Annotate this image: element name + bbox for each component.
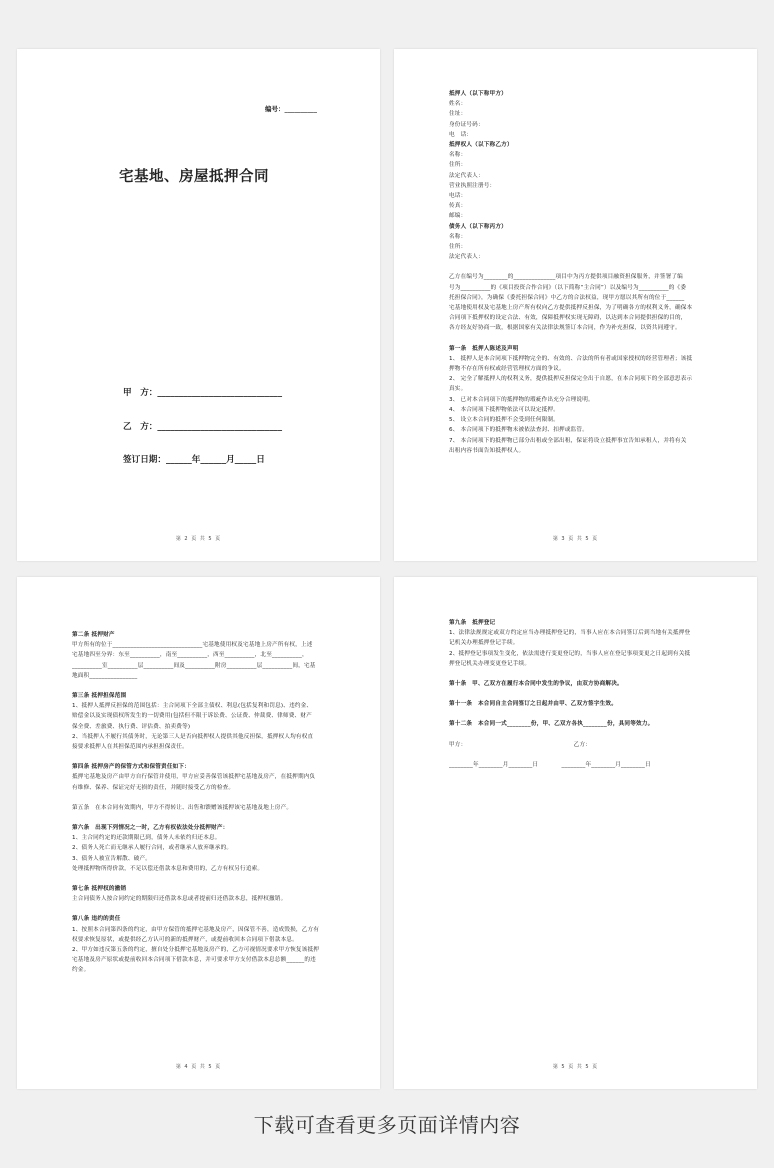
document-page-2 (17, 49, 380, 561)
document-page-5 (394, 577, 757, 1089)
text-line: 2、甲方如违反第五条的约定，擅自处分抵押宅基地及房产的，乙方可视情况要求甲方恢复该抵押 (72, 947, 320, 954)
text-line: 营业执照注册号： (449, 182, 496, 189)
text-line: 保全费、差旅费、执行费、评估费、拍卖费等) (72, 723, 191, 730)
section-heading: 第三条 抵押担保范围 (72, 693, 127, 700)
text-line: 1、按照本合同第四条的约定，由甲方保管的抵押宅基地及房产，因保管不善，造成毁损，乙方有 (72, 926, 320, 933)
section-heading: 第二条 抵押财产 (72, 632, 115, 638)
section-heading: 第十一条 本合同自主合同签订之日起并由甲、乙双方签字生效。 (449, 701, 618, 708)
sign-date-field: 签订日期：______年______月_____日 (123, 455, 265, 465)
text-line: 5、 设立本合同的抵押不会受到任何限制。 (449, 417, 560, 424)
text-line: 甲方所有的位于______________________________宅基地使用权及宅基地上房产所有权，上述 (72, 642, 313, 649)
text-line: 1、主合同约定的还款期限已到，债务人未依约归还本息。 (72, 835, 221, 842)
text-line: 记机关办理抵押登记手续。 (449, 640, 519, 647)
paragraph-gap (449, 689, 721, 699)
page-footer: 第 4 页 共 5 页 (175, 1064, 222, 1070)
section-heading: 债务人（以下称丙方） (449, 223, 507, 230)
text-line: 号为__________的《项目投资合作合同》（以下简称“主合同”）以及编号为__________的《委 (449, 284, 687, 291)
text-line: 出租内容书面告知抵押权人。 (449, 447, 525, 454)
text-line: 押物不存在所有权或经营管理权方面的争议。 (449, 366, 565, 373)
text-line: 托担保合同》，为确保《委托担保合同》中乙方的合法权益，现甲方愿以其所有的位于______ (449, 294, 685, 301)
text-line: 电话： (449, 193, 467, 200)
paragraph-gap (449, 750, 721, 760)
text-line: 赔偿金以及实现债权所发生的一切费用(包括但不限于诉讼费、公证费、仲裁费、律师费、财产 (72, 713, 312, 720)
text-line: 名称： (449, 152, 467, 159)
page-body (72, 630, 344, 976)
page-body (449, 618, 721, 770)
text-line: 押登记机关办理变更登记手续。 (449, 660, 531, 667)
paragraph-gap (449, 262, 719, 272)
text-line: 抵押宅基地及房产由甲方自行保管并使用，甲方应妥善保管该抵押宅基地及房产，在抵押期内负 (72, 774, 316, 781)
paragraph-gap (72, 813, 344, 823)
text-line: 姓名： (449, 101, 467, 108)
text-line: 传真： (449, 203, 467, 210)
section-heading: 第八条 违约的责任 (72, 916, 121, 923)
text-line: 权要求恢复原状，或提供经乙方认可的新的抵押财产，或提前收回本合同项下借款本息。 (72, 936, 298, 943)
text-line: 合同项下抵押权的设定合法、有效，保障抵押权实现无障碍，以达到本合同提供担保的目的， (449, 315, 687, 322)
section-heading: 第九条 抵押登记 (449, 620, 496, 626)
text-line: 住所： (449, 162, 467, 169)
text-line: 6、 本合同项下的抵押物未被依法查封、扣押或监管。 (449, 427, 588, 434)
paragraph-gap (72, 874, 344, 884)
paragraph-gap (72, 681, 344, 691)
text-line: 有维修、保养、保证完好无损的责任，并随时接受乙方的检查。 (72, 784, 235, 791)
text-line: 法定代表人： (449, 172, 484, 179)
page-footer: 第 5 页 共 5 页 (552, 1064, 599, 1070)
contract-title: 宅基地、房屋抵押合同 (119, 169, 269, 185)
text-line: 1、法律法规规定或双方约定应当办理抵押登记的，当事人应在本合同签订后到当地有关抵押登 (449, 630, 691, 637)
contract-number-label: 编号：__________ (265, 105, 317, 113)
section-heading: 第四条 抵押房产的保管方式和保管责任如下： (72, 764, 191, 771)
text-line: 各方经友好协商一致，根据国家有关法律法规签订本合同，作为补充担保，以资共同遵守。 (449, 325, 681, 332)
page-footer: 第 2 页 共 5 页 (175, 536, 222, 542)
text-line: 接要求抵押人在其担保范围内承担担保责任。 (72, 744, 188, 751)
text-line: 身份证号码： (449, 121, 484, 128)
text-line: 宅基地四至分界：东至__________，南至__________，西至__________，北至__________， (72, 652, 308, 659)
section-heading: 抵押权人（以下称乙方） (449, 142, 513, 149)
text-line: 处理抵押物所得价款，不足以偿还借款本息和费用的，乙方有权另行追索。 (72, 865, 264, 872)
section-heading: 第六条 出现下列情况之一时，乙方有权依法处分抵押财产： (72, 825, 229, 832)
text-line: 2、 完全了解抵押人的权利义务，提供抵押反担保完全出于自愿，在本合同项下的全部意思表示 (449, 376, 693, 383)
section-heading: 第十二条 本合同一式________份，甲、乙双方各执________份，具同等效力。 (449, 721, 654, 728)
text-line: 第五条 在本合同有效期内，甲方不得转让、出售和馈赠该抵押该宅基地及地上房产。 (72, 804, 293, 811)
paragraph-gap (72, 793, 344, 803)
section-heading: 第十条 甲、乙双方在履行本合同中发生的争议，由双方协商解决。 (449, 681, 623, 688)
section-heading: 第一条 抵押人陈述及声明 (449, 345, 519, 352)
party-a-field: 甲 方：_____________________________ (123, 388, 282, 398)
text-line: 邮编： (449, 213, 467, 220)
text-line: 乙方在编号为________的______________项目中为丙方提供项目融资担保服务，并签署了编 (449, 274, 683, 281)
download-caption: 下载可查看更多页面详情内容 (253, 1113, 521, 1137)
text-line: 1、 抵押人是本合同项下抵押物完全的、有效的、合法的所有者或国家授权的经营管理者；该抵 (449, 355, 693, 362)
text-line: 3、 已对本合同项下的抵押物的瑕疵作出充分合理说明。 (449, 396, 594, 403)
paragraph-gap (449, 730, 721, 740)
text-line: 甲方： 乙方： (449, 741, 592, 748)
paragraph-gap (72, 904, 344, 914)
text-line: 7、 本合同项下的抵押物已部分出租或全部出租，保证将设立抵押事宜告知承租人，并将有关 (449, 437, 687, 444)
text-line: 宅基地使用权及宅基地上房产所有权向乙方提供抵押反担保，为了明确各方的权利义务，确保本 (449, 305, 693, 312)
text-line: 3、债务人被宣告解散、破产。 (72, 855, 152, 862)
paragraph-gap (449, 334, 719, 344)
text-line: __________室__________层__________间及__________附房__________层__________间，宅基 (72, 662, 316, 669)
text-line: 真实。 (449, 386, 467, 393)
text-line: 住址： (449, 111, 467, 118)
page-footer: 第 3 页 共 5 页 (552, 536, 599, 542)
text-line: 地面积________________ (72, 672, 138, 679)
text-line: ________年________月________日 ________年________月________日 (449, 761, 651, 768)
paragraph-gap (72, 752, 344, 762)
document-page-3 (394, 49, 757, 561)
text-line: 2、债务人死亡而无继承人履行合同，或者继承人放弃继承的。 (72, 845, 233, 852)
text-line: 4、 本合同项下抵押物依法可以设定抵押。 (449, 406, 560, 413)
text-line: 名称： (449, 233, 467, 240)
section-heading: 第七条 抵押权的撤销 (72, 886, 127, 893)
paragraph-gap (449, 709, 721, 719)
document-page-4 (17, 577, 380, 1089)
text-line: 2、当抵押人不履行其债务时，无论第三人是否向抵押权人提供其他反担保，抵押权人均有权直 (72, 733, 314, 740)
party-b-field: 乙 方：_____________________________ (123, 422, 282, 432)
text-line: 主合同债务人按合同约定的期限归还借款本息或者提前归还借款本息，抵押权撤销。 (72, 896, 287, 903)
text-line: 宅基地及房产原状或提前收回本合同项下借款本息，并可要求甲方支付借款本息总额______的违 (72, 957, 316, 964)
text-line: 法定代表人： (449, 254, 484, 261)
text-line: 2、抵押登记事项发生变化，依法需进行变更登记的，当事人应在登记事项变更之日起到有关抵 (449, 650, 691, 657)
paragraph-gap (449, 669, 721, 679)
text-line: 约金。 (72, 967, 90, 974)
section-heading: 抵押人（以下称甲方） (449, 91, 507, 97)
text-line: 住所： (449, 244, 467, 251)
page-body (449, 89, 719, 456)
text-line: 1、抵押人抵押反担保的范围包括：主合同项下全部主债权、利息(包括复利和罚息)、违约金、 (72, 703, 313, 710)
text-line: 电 话： (449, 131, 473, 138)
